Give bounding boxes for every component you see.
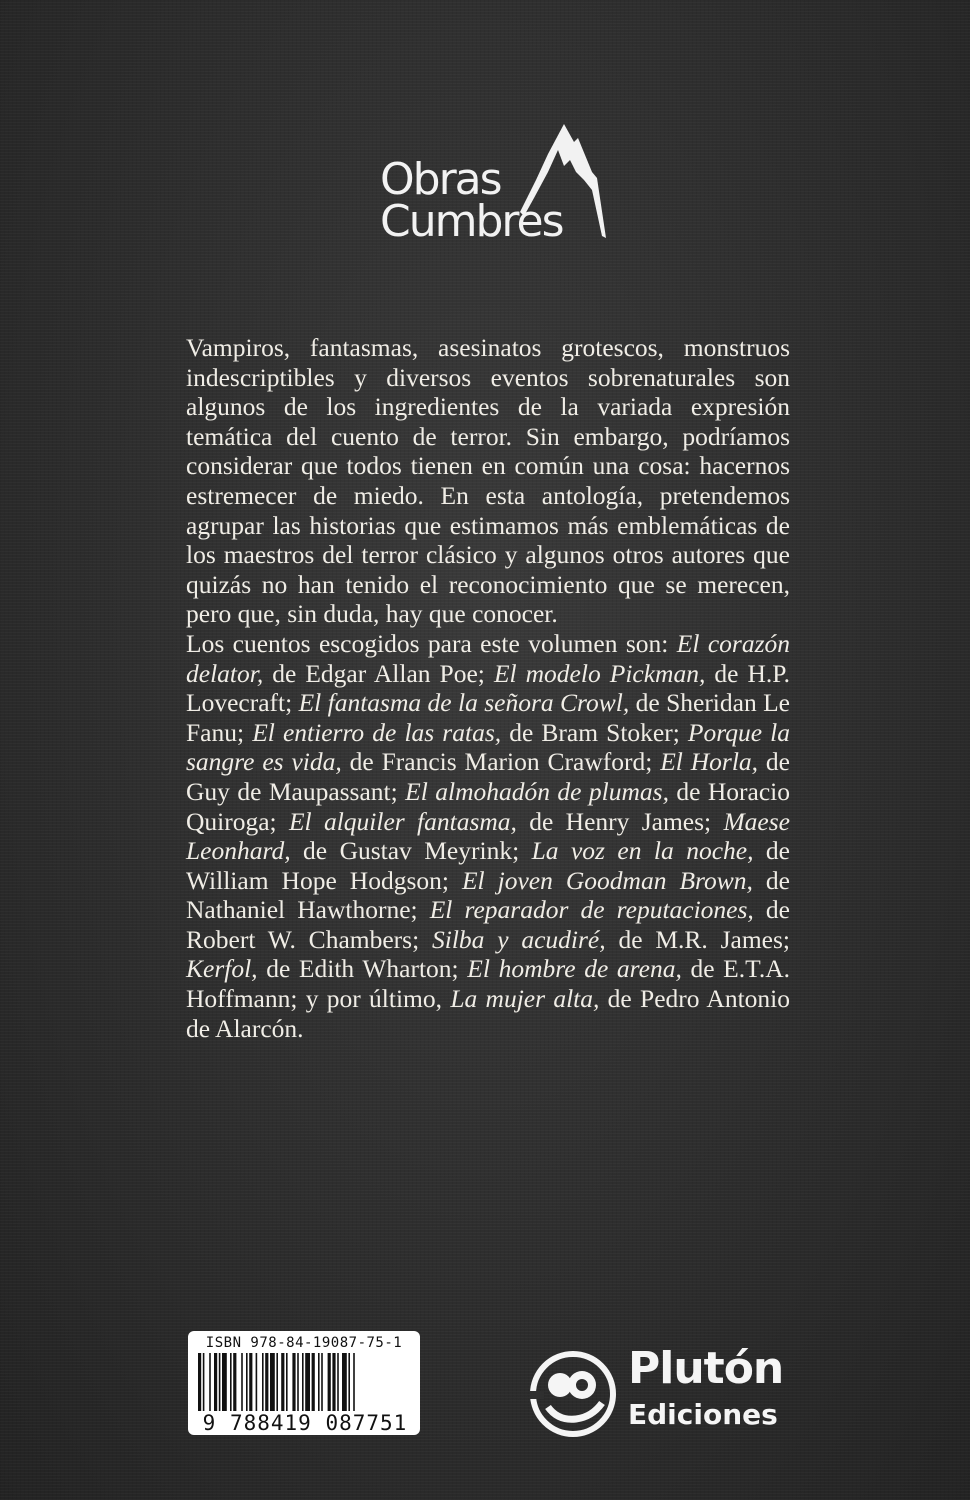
barcode-bar	[292, 1353, 295, 1411]
story-title: El reparador de reputaciones,	[429, 895, 754, 925]
story-author: de E.T.A. Hoffmann; y por último,	[186, 954, 790, 1014]
barcode-bar	[342, 1353, 347, 1411]
story-title: El modelo Pickman,	[493, 658, 706, 688]
story-author: de Sheridan Le Fanu;	[186, 688, 790, 747]
barcode-bar	[312, 1353, 315, 1411]
barcode-bar	[246, 1353, 248, 1411]
story-title: El joven Goodman Brown,	[461, 865, 753, 895]
barcode-bar	[302, 1353, 304, 1411]
barcode-bar	[297, 1353, 299, 1411]
barcode-bar	[198, 1353, 201, 1411]
story-title: El alquiler fantasma,	[288, 806, 517, 836]
barcode-bar	[281, 1353, 284, 1411]
barcode-bar	[265, 1353, 268, 1411]
story-author: de William Hope Hodgson;	[186, 836, 790, 895]
barcode-bar	[214, 1353, 217, 1411]
story-title: Kerfol,	[186, 954, 258, 984]
story-author: de Gustav Meyrink;	[290, 836, 532, 866]
barcode-bars	[196, 1353, 412, 1411]
barcode-bar	[203, 1353, 205, 1411]
story-author: de Francis Marion Crawford;	[341, 747, 661, 777]
isbn-label: ISBN 978-84-19087-75-1	[205, 1335, 403, 1351]
barcode-bar	[209, 1353, 211, 1411]
story-title: La mujer alta,	[450, 984, 600, 1014]
story-author: de Horacio Quiroga;	[186, 776, 790, 836]
story-author: de Bram Stoker;	[501, 717, 688, 747]
mountain-peak-icon	[518, 120, 608, 245]
barcode-bar	[249, 1353, 252, 1411]
barcode-bar	[337, 1353, 339, 1411]
story-title: El Horla,	[660, 747, 759, 777]
publisher-subname: Ediciones	[628, 1398, 778, 1431]
story-author: de Robert W. Chambers;	[186, 895, 790, 954]
barcode-bar	[348, 1353, 350, 1411]
story-title: Maese Leonhard,	[186, 806, 790, 866]
story-title: El hombre de arena,	[467, 954, 682, 984]
barcode-bar	[270, 1353, 275, 1411]
synopsis-paragraph: Vampiros, fantasmas, asesinatos grotescos, monstruos indescriptibles y diversos eventos sobrenaturales son algunos de los ingredientes de la variada expresión temática del cuento de terror. Sin embargo, podríamos considerar que todos tienen en común una cosa: hacernos estremecer de miedo. En esta antología, pretendemos agrupar las historias que estimamos más emblemáticas de los maestros del terror clásico y algunos otros autores que quizás no han tenido el reconocimiento que se merecen, pero que, sin duda, hay que conocer.	[186, 333, 790, 629]
publisher-logo	[530, 1343, 800, 1439]
barcode-bar	[230, 1353, 232, 1411]
barcode-bar	[276, 1353, 278, 1411]
story-author: de Pedro Antonio de Alarcón.	[186, 984, 790, 1043]
story-author: de Edgar Allan Poe;	[263, 658, 494, 688]
barcode-bar	[353, 1353, 355, 1411]
story-author: de Henry James;	[516, 806, 724, 836]
barcode-bar	[305, 1353, 310, 1411]
story-list	[186, 629, 790, 1043]
series-logo-line1: Obras	[380, 154, 501, 205]
series-logo	[380, 120, 610, 250]
series-logo-line2: Cumbres	[380, 196, 563, 247]
barcode-bar	[332, 1353, 335, 1411]
story-title: Silba y acudiré,	[431, 924, 606, 954]
story-title: El corazón delator,	[186, 628, 791, 688]
barcode-bar	[219, 1353, 221, 1411]
barcode-bar	[241, 1353, 243, 1411]
story-title: Porque la sangre es vida,	[186, 717, 790, 777]
story-author: de Guy de Maupassant;	[186, 747, 790, 806]
story-list-paragraph	[186, 629, 790, 1043]
barcode-bar	[233, 1353, 236, 1411]
story-title: El fantasma de la señora Crowl,	[298, 688, 630, 718]
barcode-bar	[256, 1353, 258, 1411]
story-title: La voz en la noche,	[531, 836, 754, 866]
barcode-bar	[318, 1353, 320, 1411]
barcode-bar	[328, 1353, 331, 1411]
isbn-barcode	[188, 1331, 420, 1435]
barcode-bar	[286, 1353, 288, 1411]
story-author: de Edith Wharton;	[257, 954, 468, 984]
story-list-intro: Los cuentos escogidos para este volumen son:	[186, 628, 669, 658]
story-title: El entierro de las ratas,	[252, 717, 502, 747]
pluton-emblem-icon	[530, 1351, 616, 1437]
barcode-bar	[262, 1353, 264, 1411]
barcode-bar	[222, 1353, 227, 1411]
barcode-bar	[321, 1353, 323, 1411]
ean-digits: 9 788419 087751	[202, 1411, 408, 1435]
story-author: de M.R. James;	[605, 924, 790, 954]
story-title: El almohadón de plumas,	[405, 776, 669, 806]
story-author: de H.P. Lovecraft;	[186, 658, 790, 718]
publisher-name: Plutón	[628, 1343, 784, 1394]
story-author: de Nathaniel Hawthorne;	[186, 865, 790, 925]
back-cover-synopsis	[186, 333, 790, 1043]
